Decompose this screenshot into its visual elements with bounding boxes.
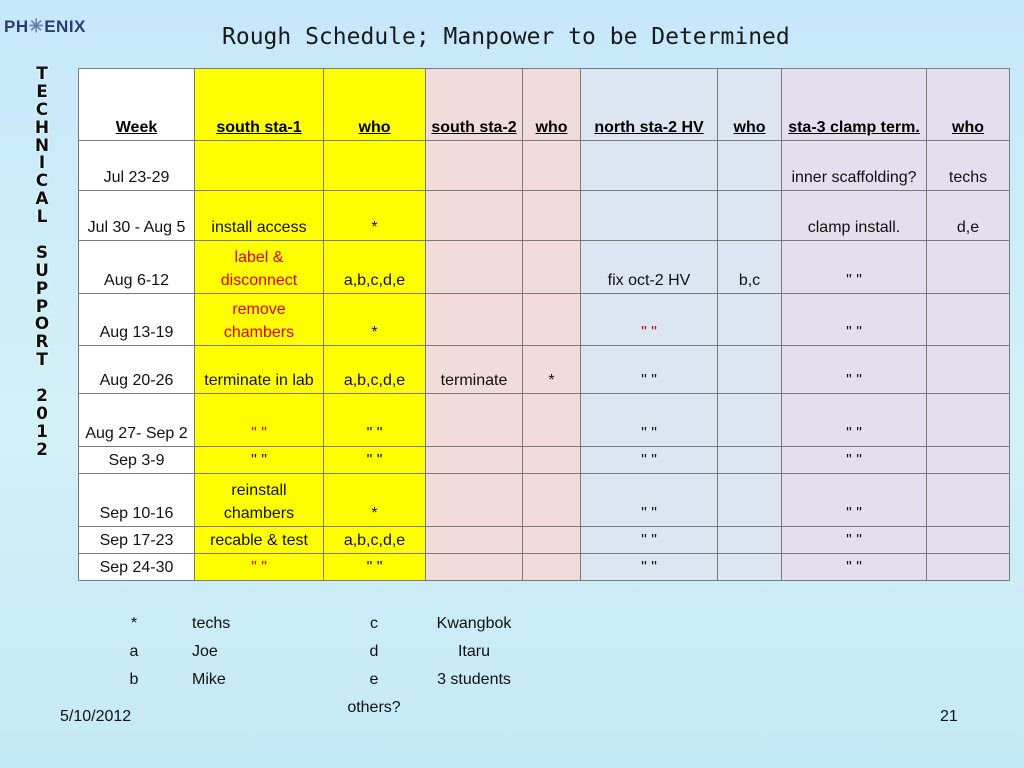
logo-burst-icon: ✳ — [28, 16, 45, 36]
side-letter: P — [35, 278, 49, 299]
side-letter: O — [34, 314, 50, 335]
side-letter: T — [36, 64, 48, 84]
table-cell: a,b,c,d,e — [324, 346, 426, 394]
table-cell: " " — [782, 241, 927, 294]
table-cell: " " — [581, 294, 718, 346]
legend-keys-left — [124, 610, 144, 694]
table-cell: * — [324, 294, 426, 346]
table-cell — [426, 527, 523, 554]
table-cell — [523, 141, 581, 191]
week-cell: Aug 20-26 — [79, 346, 195, 394]
table-cell — [523, 474, 581, 527]
table-row — [79, 527, 1010, 554]
table-cell: b,c — [718, 241, 782, 294]
side-letter: H — [34, 117, 50, 138]
logo-text-left: PH — [4, 17, 29, 36]
week-cell: Jul 30 - Aug 5 — [79, 191, 195, 241]
table-cell — [927, 294, 1010, 346]
week-cell: Sep 3-9 — [79, 447, 195, 474]
table-cell — [718, 191, 782, 241]
table-cell: " " — [324, 447, 426, 474]
table-cell — [718, 474, 782, 527]
side-letter: T — [36, 350, 48, 371]
table-cell — [927, 554, 1010, 581]
table-cell: fix oct-2 HV — [581, 241, 718, 294]
table-cell: " " — [782, 447, 927, 474]
column-header: north sta-2 HV — [581, 69, 718, 141]
table-row — [79, 447, 1010, 474]
column-header: who — [718, 69, 782, 141]
phenix-logo — [4, 16, 86, 37]
table-cell — [195, 141, 324, 191]
table-cell: recable & test — [195, 527, 324, 554]
table-cell: " " — [782, 554, 927, 581]
table-cell: a,b,c,d,e — [324, 241, 426, 294]
side-letter: 0 — [36, 403, 48, 424]
side-letter: E — [36, 81, 48, 102]
table-cell — [927, 241, 1010, 294]
column-header: Week — [79, 69, 195, 141]
table-cell: " " — [581, 447, 718, 474]
table-row — [79, 294, 1010, 346]
table-cell — [718, 294, 782, 346]
column-header: who — [324, 69, 426, 141]
table-cell: " " — [782, 294, 927, 346]
table-row — [79, 241, 1010, 294]
schedule-table — [78, 68, 1010, 581]
vertical-side-text — [28, 66, 56, 460]
table-row — [79, 474, 1010, 527]
column-header: who — [523, 69, 581, 141]
table-cell: " " — [581, 474, 718, 527]
table-cell — [523, 294, 581, 346]
legend-name: Joe — [192, 643, 218, 660]
side-letter: 2 — [36, 439, 48, 460]
table-cell — [523, 554, 581, 581]
table-cell: " " — [195, 394, 324, 447]
legend-keys-right — [334, 610, 414, 722]
table-cell: " " — [581, 394, 718, 447]
table-cell: inner scaffolding? — [782, 141, 927, 191]
table-cell — [426, 394, 523, 447]
page-number: 21 — [940, 708, 958, 725]
legend-key: d — [369, 643, 379, 660]
side-letter: P — [35, 296, 49, 317]
logo-text-right: ENIX — [44, 17, 86, 36]
table-cell — [927, 447, 1010, 474]
side-letter: N — [34, 135, 50, 156]
table-cell — [523, 527, 581, 554]
side-letter: S — [35, 242, 49, 263]
week-cell: Sep 10-16 — [79, 474, 195, 527]
table-cell — [718, 447, 782, 474]
week-cell: Sep 24-30 — [79, 554, 195, 581]
side-letter: A — [35, 189, 49, 210]
table-row — [79, 191, 1010, 241]
table-cell — [581, 141, 718, 191]
week-cell: Aug 13-19 — [79, 294, 195, 346]
table-cell: label & disconnect — [195, 241, 324, 294]
table-cell: " " — [581, 346, 718, 394]
table-cell: " " — [581, 554, 718, 581]
legend-names-right — [424, 610, 524, 694]
column-header: who — [927, 69, 1010, 141]
table-cell — [426, 294, 523, 346]
table-cell: terminate in lab — [195, 346, 324, 394]
week-cell: Aug 27- Sep 2 — [79, 394, 195, 447]
table-cell: " " — [195, 554, 324, 581]
legend-name: Itaru — [457, 643, 490, 660]
legend-key: * — [130, 615, 138, 632]
header-row — [79, 69, 1010, 141]
column-header: sta-3 clamp term. — [782, 69, 927, 141]
legend-names-left — [192, 610, 230, 694]
table-cell: terminate — [426, 346, 523, 394]
week-cell: Sep 17-23 — [79, 527, 195, 554]
side-letter: 1 — [36, 421, 48, 442]
table-cell: " " — [782, 346, 927, 394]
table-cell — [718, 141, 782, 191]
table-cell — [426, 141, 523, 191]
table-cell: " " — [782, 474, 927, 527]
legend-key: others? — [347, 699, 401, 716]
side-letter: C — [35, 99, 49, 120]
column-header: south sta-1 — [195, 69, 324, 141]
table-cell — [718, 394, 782, 447]
table-cell — [426, 554, 523, 581]
table-cell — [426, 447, 523, 474]
table-cell: * — [324, 191, 426, 241]
footer-date: 5/10/2012 — [60, 708, 132, 725]
table-cell: * — [324, 474, 426, 527]
table-cell: a,b,c,d,e — [324, 527, 426, 554]
side-letter: C — [35, 171, 49, 192]
table-cell — [324, 141, 426, 191]
table-cell: " " — [324, 394, 426, 447]
legend-key: b — [129, 671, 139, 688]
table-cell — [718, 346, 782, 394]
table-cell — [581, 191, 718, 241]
table-cell: " " — [195, 447, 324, 474]
table-cell: " " — [581, 527, 718, 554]
legend-key: e — [369, 671, 379, 688]
legend-key: c — [370, 615, 378, 632]
table-cell: * — [523, 346, 581, 394]
table-cell — [426, 474, 523, 527]
legend-name: 3 students — [437, 671, 511, 688]
week-cell: Aug 6-12 — [79, 241, 195, 294]
table-cell: d,e — [927, 191, 1010, 241]
table-cell: " " — [324, 554, 426, 581]
table-cell: " " — [782, 394, 927, 447]
table-cell — [718, 527, 782, 554]
table-cell — [927, 394, 1010, 447]
side-letter: L — [36, 207, 48, 228]
table-cell — [523, 191, 581, 241]
table-cell: " " — [782, 527, 927, 554]
table-row — [79, 346, 1010, 394]
table-cell: install access — [195, 191, 324, 241]
table-cell — [523, 394, 581, 447]
table-cell: remove chambers — [195, 294, 324, 346]
side-letter: I — [38, 153, 46, 174]
table-cell: techs — [927, 141, 1010, 191]
table-row — [79, 554, 1010, 581]
table-cell — [426, 191, 523, 241]
table-cell — [927, 527, 1010, 554]
side-letter: U — [35, 260, 49, 281]
table-cell — [927, 474, 1010, 527]
table-cell: clamp install. — [782, 191, 927, 241]
table-cell — [426, 241, 523, 294]
table-cell — [718, 554, 782, 581]
table-cell — [523, 447, 581, 474]
table-cell — [927, 346, 1010, 394]
table-row — [79, 141, 1010, 191]
slide-title: Rough Schedule; Manpower to be Determined — [222, 24, 790, 50]
side-letter: 2 — [36, 386, 48, 407]
legend-key: a — [129, 643, 139, 660]
table-row — [79, 394, 1010, 447]
legend-name: Kwangbok — [436, 615, 512, 632]
week-cell: Jul 23-29 — [79, 141, 195, 191]
side-letter: R — [35, 332, 49, 353]
legend-name: techs — [192, 615, 231, 632]
table-cell — [523, 241, 581, 294]
legend-name: Mike — [192, 671, 226, 688]
column-header: south sta-2 — [426, 69, 523, 141]
table-cell: reinstall chambers — [195, 474, 324, 527]
